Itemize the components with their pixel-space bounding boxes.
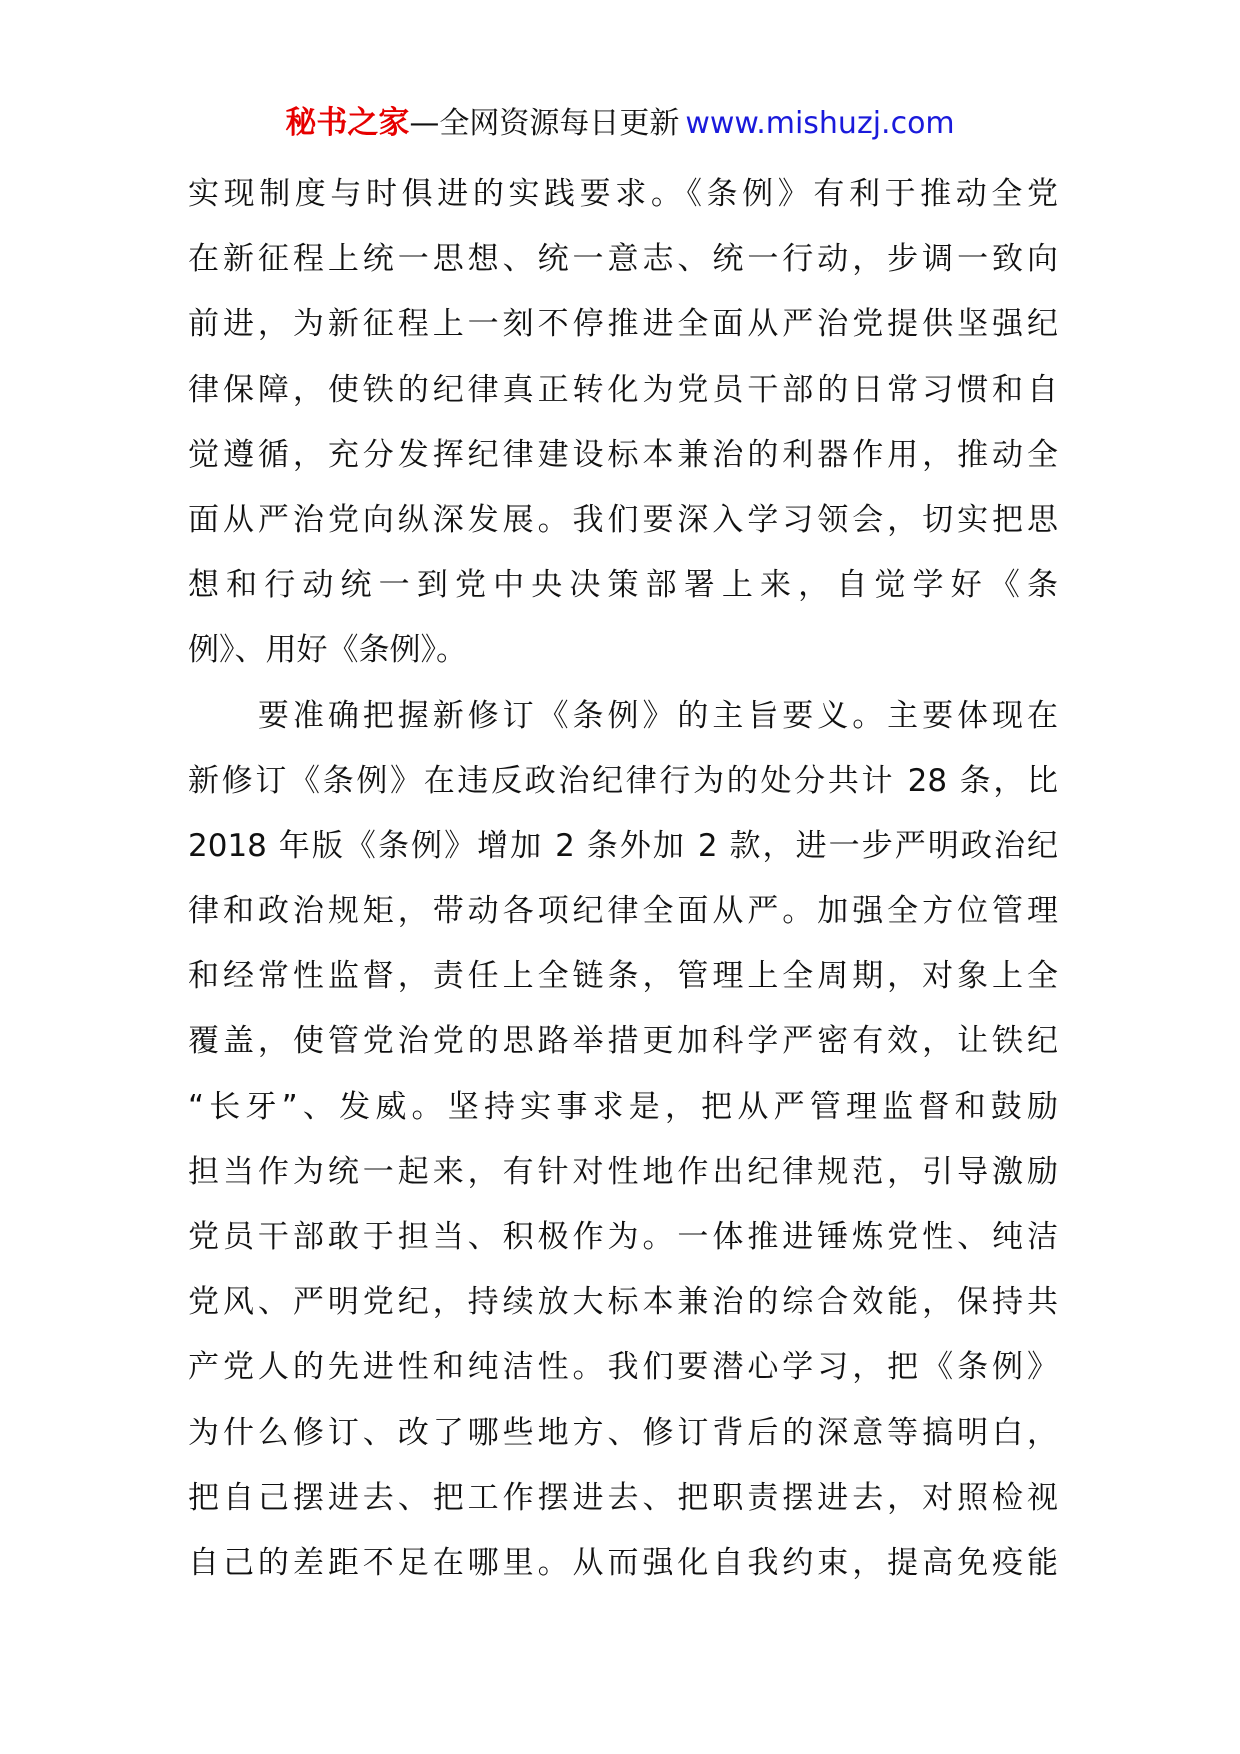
text-line: 新修订《条例》在违反政治纪律行为的处分共计 28 条，比 bbox=[188, 762, 1058, 799]
brand-name: 秘书之家 bbox=[285, 105, 410, 141]
text-line: 例》、用好《条例》。 bbox=[188, 632, 467, 669]
text-line: 党风、严明党纪，持续放大标本兼治的综合效能，保持共 bbox=[188, 1284, 1058, 1321]
text-line: 前进，为新征程上一刻不停推进全面从严治党提供坚强纪 bbox=[188, 306, 1058, 343]
site-header bbox=[0, 103, 1240, 144]
document-body bbox=[188, 162, 1058, 1596]
text-line: 律保障，使铁的纪律真正转化为党员干部的日常习惯和自 bbox=[188, 371, 1058, 408]
text-line: 自己的差距不足在哪里。从而强化自我约束，提高免疫能 bbox=[188, 1544, 1058, 1581]
text-line: 和经常性监督，责任上全链条，管理上全周期，对象上全 bbox=[188, 958, 1058, 995]
text-line: 律和政治规矩，带动各项纪律全面从严。加强全方位管理 bbox=[188, 893, 1058, 930]
text-line: 在新征程上统一思想、统一意志、统一行动，步调一致向 bbox=[188, 241, 1058, 278]
text-line: “长牙”、发威。坚持实事求是，把从严管理监督和鼓励 bbox=[188, 1088, 1058, 1125]
text-line: 为什么修订、改了哪些地方、修订背后的深意等搞明白， bbox=[188, 1414, 1058, 1451]
text-line: 党员干部敢于担当、积极作为。一体推进锤炼党性、纯洁 bbox=[188, 1219, 1058, 1255]
text-line: 觉遵循，充分发挥纪律建设标本兼治的利器作用，推动全 bbox=[188, 436, 1058, 473]
text-line: 担当作为统一起来，有针对性地作出纪律规范，引导激励 bbox=[188, 1153, 1058, 1190]
text-line: 要准确把握新修订《条例》的主旨要义。主要体现在 bbox=[188, 697, 1058, 734]
text-line: 2018 年版《条例》增加 2 条外加 2 款，进一步严明政治纪 bbox=[188, 827, 1058, 864]
text-line: 想和行动统一到党中央决策部署上来，自觉学好《条 bbox=[188, 567, 1058, 604]
header-tagline: —全网资源每日更新 bbox=[409, 106, 680, 141]
text-line: 把自己摆进去、把工作摆进去、把职责摆进去，对照检视 bbox=[188, 1479, 1058, 1516]
text-line: 面从严治党向纵深发展。我们要深入学习领会，切实把思 bbox=[188, 501, 1058, 538]
text-line: 产党人的先进性和纯洁性。我们要潜心学习，把《条例》 bbox=[188, 1349, 1058, 1386]
site-url-link[interactable]: www.mishuzj.com bbox=[685, 106, 955, 141]
text-line: 实现制度与时俱进的实践要求。《条例》有利于推动全党 bbox=[188, 176, 1058, 212]
text-line: 覆盖，使管党治党的思路举措更加科学严密有效，让铁纪 bbox=[188, 1023, 1058, 1060]
